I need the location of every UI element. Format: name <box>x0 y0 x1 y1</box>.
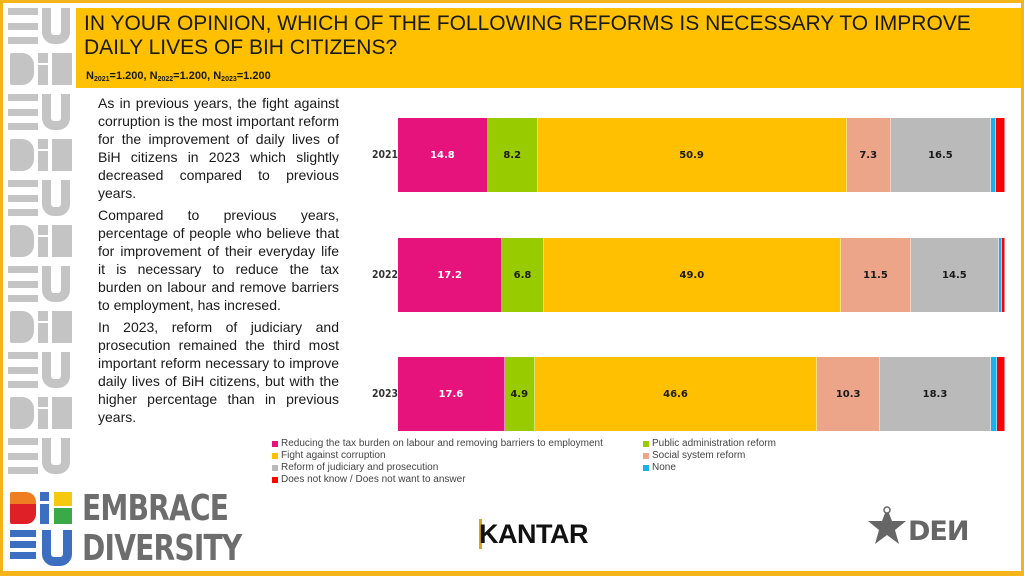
bar-segment: 18.3 <box>880 357 991 431</box>
bih-i-stem <box>38 323 48 343</box>
logo-block-blue <box>10 541 36 548</box>
legend-label: Reform of judiciary and prosecution <box>281 462 439 473</box>
legend-swatch <box>272 453 278 459</box>
legend-item-tax <box>272 438 603 450</box>
legend-swatch <box>643 465 649 471</box>
bih-h <box>52 139 72 171</box>
logo-text-embrace: EMBRACE <box>82 488 229 529</box>
legend-item-public-admin <box>643 438 776 450</box>
bar-segment: 49.0 <box>544 238 841 312</box>
bar-segment <box>1002 238 1005 312</box>
legend-label: Public administration reform <box>652 438 776 449</box>
legend-label: Reducing the tax burden on labour and removing barriers to employment <box>281 438 603 449</box>
bar-segment: 17.6 <box>398 357 505 431</box>
bih-i-dot <box>38 139 48 149</box>
logo-block-blue <box>10 530 36 537</box>
header-banner <box>76 8 1021 88</box>
bar-segment: 14.8 <box>398 118 488 192</box>
eu-u <box>42 180 70 216</box>
logo-u-blue <box>42 530 72 566</box>
logo-block-blue <box>10 552 36 559</box>
bar-segment: 14.5 <box>911 238 999 312</box>
star-icon <box>866 504 908 550</box>
bih-h <box>52 53 72 85</box>
summary-text <box>98 94 339 430</box>
bih-i-stem <box>38 409 48 429</box>
logo-block-blue <box>40 492 49 501</box>
bih-pattern <box>8 135 74 175</box>
partner-logo <box>866 504 991 552</box>
legend-item-social <box>643 450 745 462</box>
bar-segment <box>997 357 1005 431</box>
summary-paragraph: As in previous years, the fight against corruption is the most important reform for the improvement of daily lives of BiH citizens in 2023 which slightly decreased compared to previous years. <box>98 95 339 201</box>
eu-pattern <box>8 92 74 132</box>
legend-item-judiciary <box>272 462 438 474</box>
bih-pattern <box>8 49 74 89</box>
bar-row-2021 <box>360 118 1020 192</box>
eu-bars <box>8 8 38 44</box>
legend-swatch <box>643 441 649 447</box>
bih-i-dot <box>38 225 48 235</box>
stacked-bar <box>398 357 1005 431</box>
n-year: 2022 <box>157 76 174 83</box>
stacked-bar <box>398 238 1005 312</box>
bih-h <box>52 225 72 257</box>
legend-item-dk <box>272 474 466 486</box>
kantar-k: K <box>479 519 498 549</box>
eu-bars <box>8 94 38 130</box>
stacked-bar <box>398 118 1005 192</box>
embrace-diversity-logo <box>6 488 246 572</box>
eu-bars <box>8 438 38 474</box>
bih-b <box>10 139 34 171</box>
logo-block-orange <box>10 492 36 504</box>
legend-label: Social system reform <box>652 450 746 461</box>
eu-bars <box>8 266 38 302</box>
legend-label: None <box>652 462 676 473</box>
bih-i-dot <box>38 397 48 407</box>
bih-i-dot <box>38 311 48 321</box>
sample-sizes: $N_{2021}=1.200$, $N_{2022}=1.200$, $N_{2023}=1.200$ <box>86 70 271 83</box>
logo-block-yellow <box>54 492 72 506</box>
bar-segment: 4.9 <box>505 357 535 431</box>
legend-label: Does not know / Does not want to answer <box>281 474 466 485</box>
eu-pattern <box>8 350 74 390</box>
summary-paragraph: In 2023, reform of judiciary and prosecution remained the third most important reform necessary to improve daily lives of BiH citizens, but with the higher percentage than in previous years. <box>98 319 339 425</box>
n-year: 2023 <box>221 76 237 83</box>
bih-pattern <box>8 221 74 261</box>
bih-b <box>10 53 34 85</box>
n-value: =1.200 <box>173 70 208 82</box>
kantar-text: ANTAR <box>498 519 588 549</box>
year-label: 2021 <box>372 148 399 161</box>
eu-u <box>42 8 70 44</box>
legend-item-none <box>643 462 676 474</box>
logo-block-red <box>10 504 36 524</box>
bih-i-stem <box>38 65 48 85</box>
logo-text-diversity: DIVERSITY <box>82 528 242 569</box>
n-label: N <box>213 70 222 82</box>
eu-bars <box>8 352 38 388</box>
bar-segment: 6.8 <box>502 238 543 312</box>
eu-pattern <box>8 436 74 476</box>
legend-swatch <box>272 477 278 483</box>
year-label: 2023 <box>372 387 399 400</box>
n-label: N <box>86 70 94 82</box>
bih-i-dot <box>38 53 48 63</box>
bottom-accent-line <box>0 571 1024 576</box>
eu-pattern <box>8 178 74 218</box>
bih-b <box>10 311 34 343</box>
bih-pattern <box>8 307 74 347</box>
sidebar-pattern <box>6 6 76 484</box>
bar-segment: 7.3 <box>847 118 891 192</box>
bar-segment: 46.6 <box>535 357 818 431</box>
bar-segment: 16.5 <box>891 118 991 192</box>
bar-row-2022 <box>360 238 1020 312</box>
legend-swatch <box>272 465 278 471</box>
bih-b <box>10 397 34 429</box>
eu-u <box>42 352 70 388</box>
logo-block-blue <box>40 504 49 524</box>
stacked-bar-chart <box>360 110 1020 440</box>
kantar-logo <box>479 519 588 550</box>
legend-swatch <box>272 441 278 447</box>
bih-i-stem <box>38 237 48 257</box>
bih-h <box>52 311 72 343</box>
eu-u <box>42 94 70 130</box>
page-title: IN YOUR OPINION, WHICH OF THE FOLLOWING REFORMS IS NECESSARY TO IMPROVE DAILY LIVES OF BIH CITIZENS? <box>84 12 971 59</box>
n-year: 2021 <box>93 76 110 83</box>
eu-bars <box>8 180 38 216</box>
bar-segment: 10.3 <box>817 357 880 431</box>
year-label: 2022 <box>372 268 399 281</box>
legend-item-corruption <box>272 450 386 462</box>
eu-pattern <box>8 6 74 46</box>
eu-u <box>42 266 70 302</box>
n-value: =1.200 <box>236 70 271 82</box>
partner-text: DEИ <box>908 516 969 547</box>
bar-segment: 8.2 <box>488 118 538 192</box>
eu-u <box>42 438 70 474</box>
summary-paragraph: Compared to previous years, percentage of people who believe that for improvement of their everyday life it is necessary to reduce the tax burden on labour and remove barriers to employment, has incresed. <box>98 207 339 313</box>
bih-pattern <box>8 393 74 433</box>
bar-segment: 17.2 <box>398 238 502 312</box>
eu-pattern <box>8 264 74 304</box>
n-label: N <box>149 70 158 82</box>
logo-block-green <box>54 508 72 524</box>
legend-label: Fight against corruption <box>281 450 386 461</box>
bar-segment <box>996 118 1005 192</box>
bih-h <box>52 397 72 429</box>
bar-segment: 11.5 <box>841 238 911 312</box>
bih-i-stem <box>38 151 48 171</box>
bar-segment: 50.9 <box>538 118 847 192</box>
legend-swatch <box>643 453 649 459</box>
n-value: =1.200 <box>109 70 144 82</box>
bih-b <box>10 225 34 257</box>
bar-row-2023 <box>360 357 1020 431</box>
